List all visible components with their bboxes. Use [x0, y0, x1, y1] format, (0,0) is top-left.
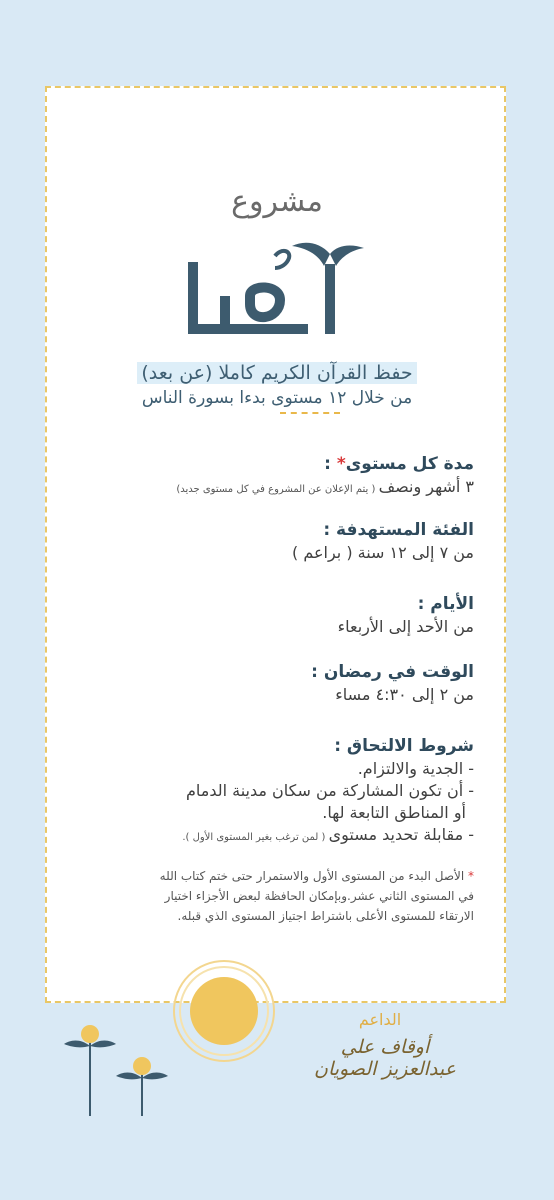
- section-days: [74, 592, 474, 638]
- section-conditions: [74, 734, 474, 846]
- time-text: من ٢ إلى ٤:٣٠ مساء: [335, 685, 474, 704]
- days-text: من الأحد إلى الأربعاء: [337, 617, 474, 636]
- sponsor-logo: أوقاف علي عبدالعزيز الصويان: [314, 1036, 456, 1080]
- plant-icon: [60, 1020, 180, 1120]
- condition-item: أو المناطق التابعة لها.: [322, 803, 466, 822]
- project-subtitle: مشروع: [231, 184, 323, 219]
- project-logo: [180, 236, 380, 346]
- days-heading: الأيام :: [417, 594, 474, 614]
- sponsor-label: الداعم: [358, 1010, 402, 1029]
- condition-item: - أن تكون المشاركة من سكان مدينة الدمام: [185, 781, 474, 800]
- time-heading: الوقت في رمضان :: [311, 662, 474, 682]
- sun-icon: [168, 955, 280, 1067]
- duration-heading: مدة كل مستوى* :: [324, 454, 474, 474]
- tagline-line2: من خلال ١٢ مستوى بدءا بسورة الناس: [141, 388, 413, 408]
- tagline-line1: [0, 362, 554, 384]
- target-text: من ٧ إلى ١٢ سنة ( براعم ): [291, 543, 474, 562]
- duration-text: ٣ أشهر ونصف ( يتم الإعلان عن المشروع في كل مستوى جديد): [176, 477, 474, 496]
- footnote-line1: * الأصل البدء من المستوى الأول والاستمرار حتى ختم كتاب الله: [159, 869, 474, 883]
- target-heading: الفئة المستهدفة :: [323, 520, 474, 540]
- tagline-line1-text: حفظ القرآن الكريم كاملا (عن بعد): [137, 362, 416, 384]
- condition-item: - الجدية والالتزام.: [357, 759, 474, 778]
- footnote-line2: في المستوى الثاني عشر.وبإمكان الحافظة لبعض الأجزاء اختيار: [164, 889, 474, 903]
- section-duration: [74, 452, 474, 498]
- footnote: [74, 866, 474, 926]
- footnote-line3: الارتقاء للمستوى الأعلى باشتراط اجتياز المستوى الذي قبله.: [177, 909, 474, 923]
- section-target-group: [74, 518, 474, 564]
- conditions-heading: شروط الالتحاق :: [334, 736, 474, 756]
- tagline-underline: [280, 412, 340, 414]
- section-time: [74, 660, 474, 706]
- condition-item: - مقابلة تحديد مستوى ( لمن ترغب بغير المستوى الأول ).: [182, 825, 474, 844]
